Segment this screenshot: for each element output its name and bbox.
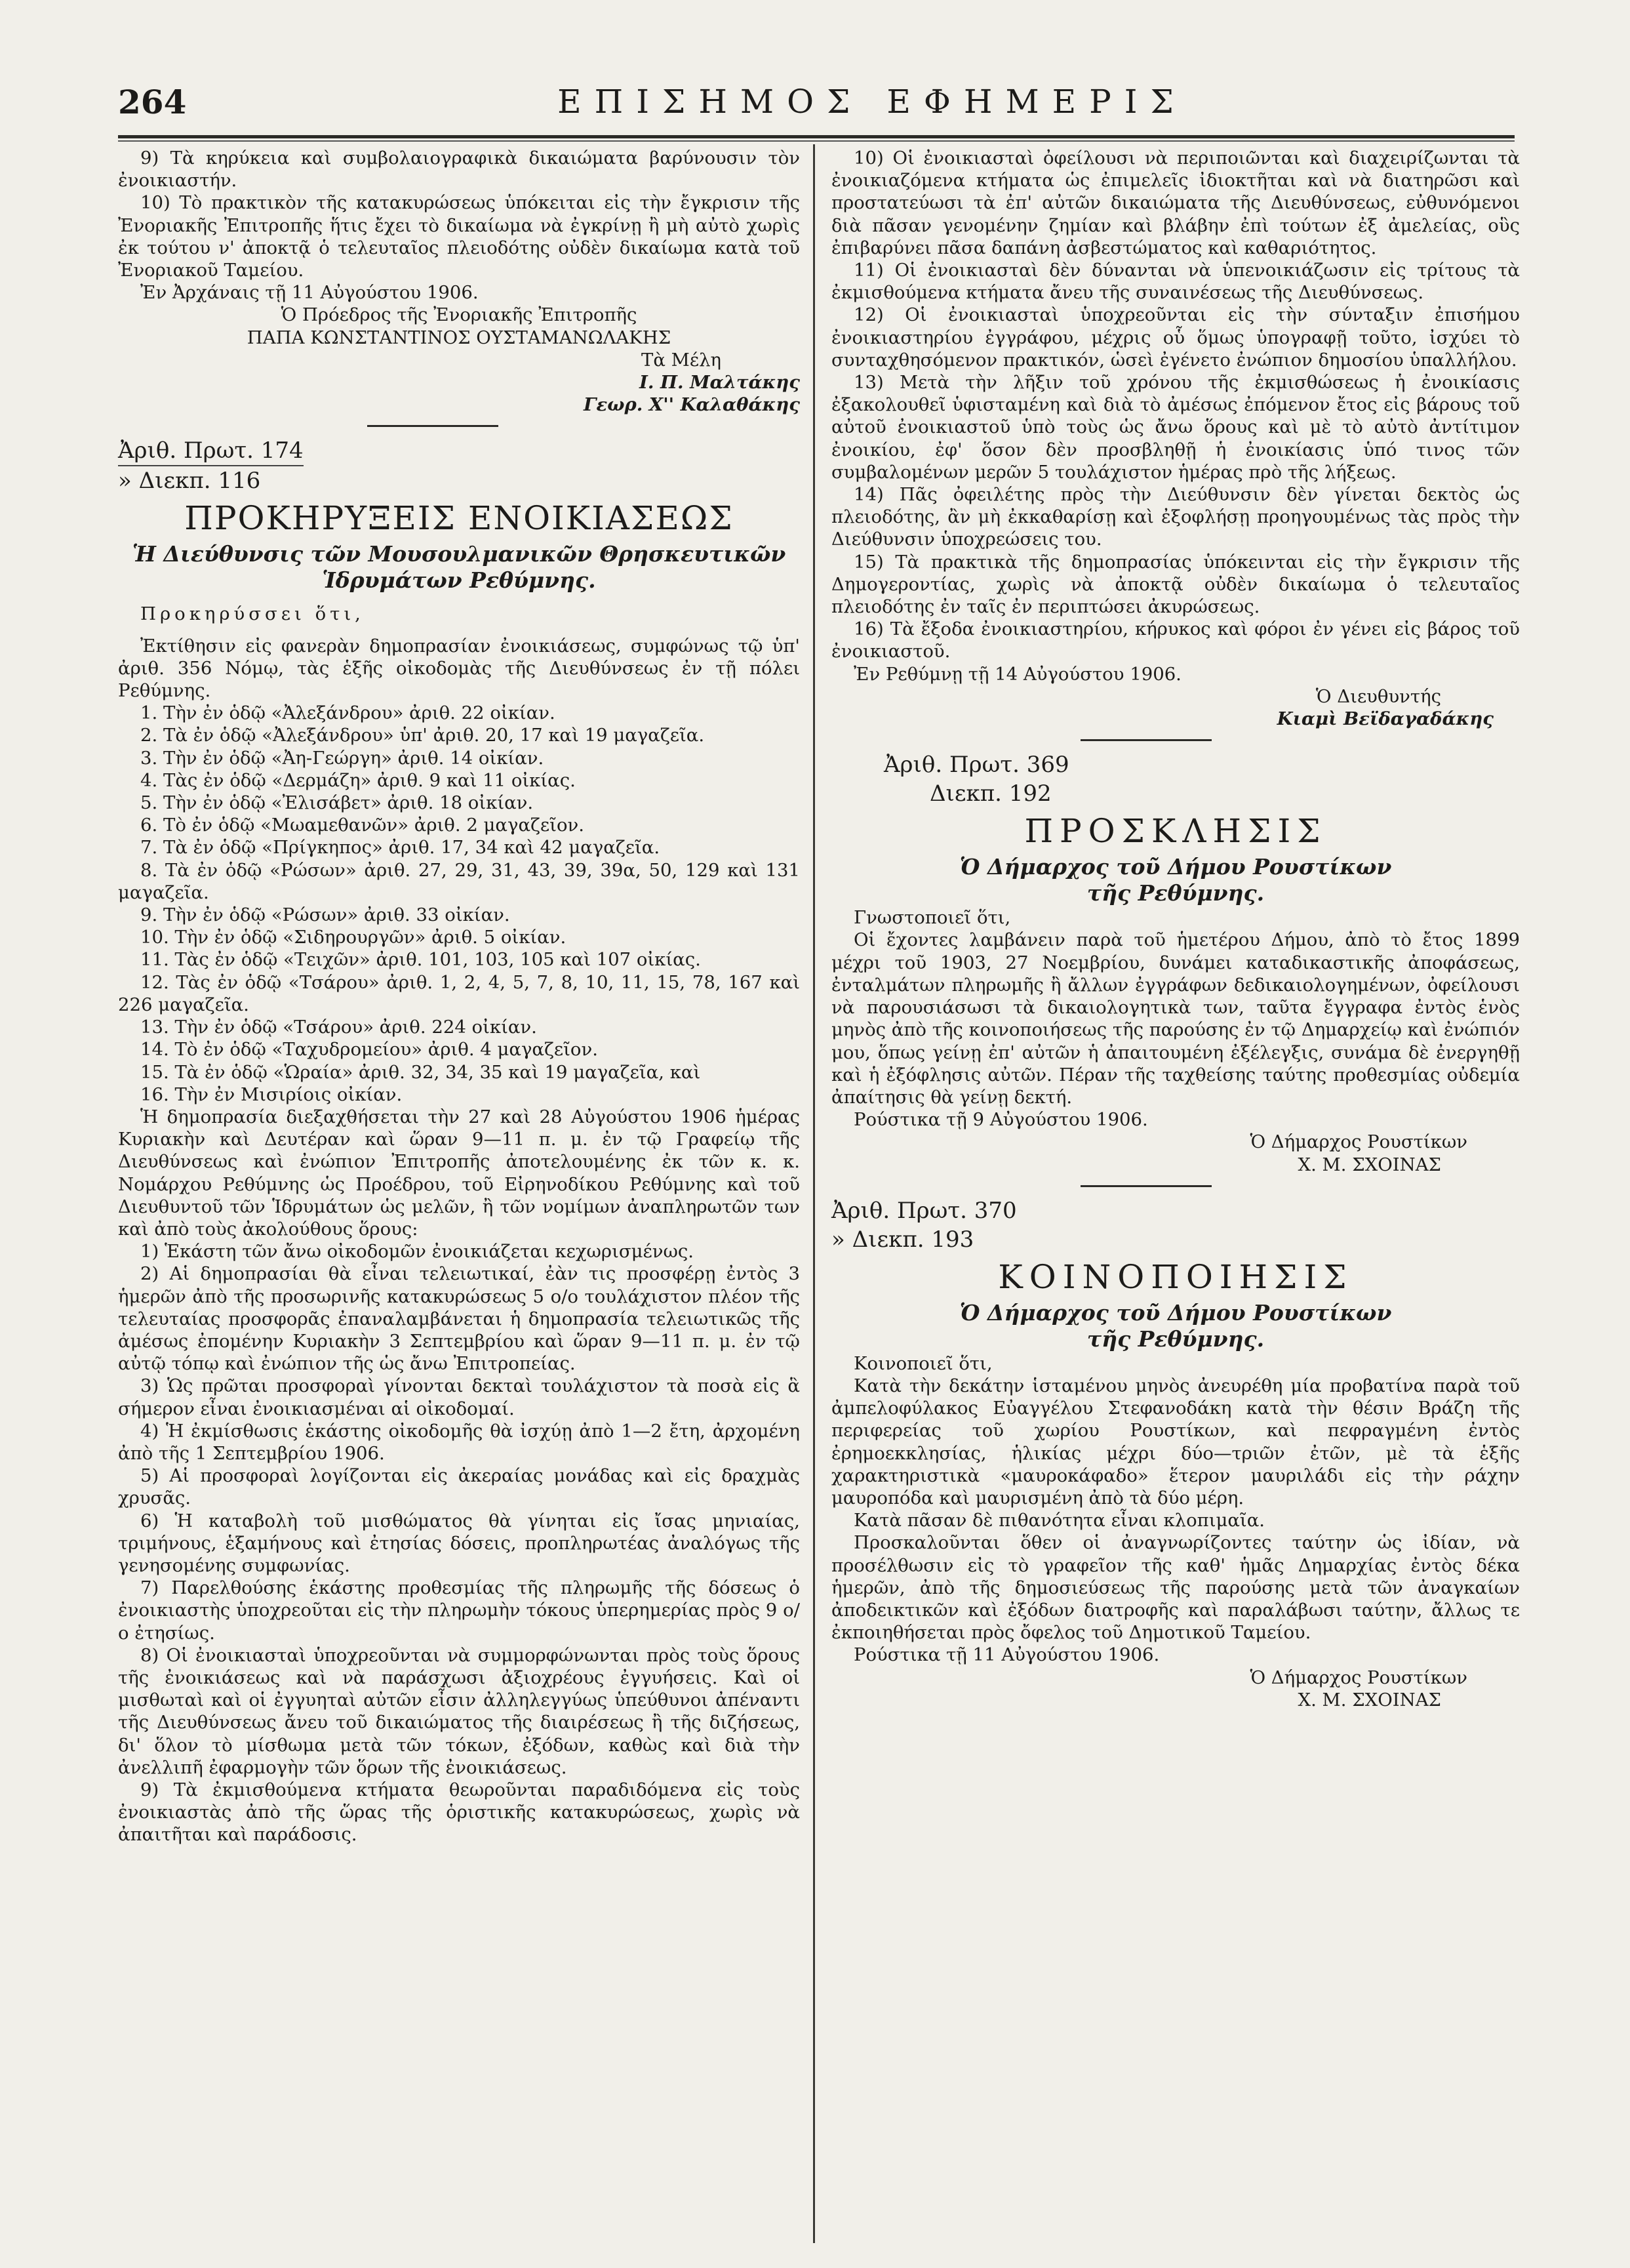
issuer-line-2: τῆς Ρεθύμνης. [1086, 1326, 1265, 1352]
list-item: 1. Τὴν ἐν ὁδῷ «Ἀλεξάνδρου» ἀριθ. 22 οἰκίαν. [140, 702, 555, 724]
term-10: 10) Οἱ ἐνοικιασταὶ ὀφείλουσι νὰ περιποιῶνται καὶ διαχειρίζωνται τὰ ἐνοικιαζόμενα κτήματα ὡς ἐπιμελεῖς ἰδιοκτῆται καὶ νὰ διατηρῶσι καὶ προστατεύωσι τὰ ἐπ' αὐτῶν δικαιώματα τῆς Διευθύνσεως, εὐθυνόμενοι διὰ πᾶσαν γενομένην ζημίαν καὶ βλάβην ἐπὶ τούτων ἐξ ἀμελείας, οὓς ἐπιβαρύνει πᾶσα δαπάνη ἀσβεστώματος καὶ καθαριότητος. [831, 148, 1520, 258]
section-heading: ΠΡΟΚΗΡΥΞΕΙΣ ΕΝΟΙΚΙΑΣΕΩΣ [184, 499, 734, 538]
section-rule [367, 425, 498, 427]
term-2: 2) Αἱ δημοπρασίαι θὰ εἶναι τελειωτικαί, ἐὰν τις προσφέρῃ ἐντὸς 3 ἡμερῶν ἀπὸ τῆς προσωρινῆς κατακυρώσεως 5 ο/ο τουλάχιστον πλέον τῆς τελευταίας προσφορᾶς ἐπαναλαμβάνεται ἡ δημοπρασία τελειωτικῶς τῆς ἀμέσως ἐπομένην Κυριακὴν 3 Σεπτεμβρίου καὶ ὥραν 9—11 π. μ. ἐν τῷ αὐτῷ τόπῳ καὶ ἐνώπιον τῆς ὡς ἄνω Ἐπιτροπείας. [118, 1263, 800, 1375]
director-title: Ὁ Διευθυντής [1315, 685, 1441, 707]
director-signature: Κιαμὶ Βεϊδαγαδάκης [1277, 708, 1494, 730]
list-item: 9. Τὴν ἐν ὁδῷ «Ρώσων» ἀριθ. 33 οἰκίαν. [140, 904, 510, 926]
announcement-lead: Προκηρύσσει ὅτι, [140, 603, 365, 625]
section-rule [1081, 739, 1212, 741]
auction-paragraph: Ἡ δημοπρασία διεξαχθήσεται τὴν 27 καὶ 28 Αὐγούστου 1906 ἡμέρας Κυριακὴν καὶ Δευτέραν καὶ ὥραν 9—11 π. μ. ἐν τῷ Γραφείῳ τῆς Διευθύνσεως καὶ ἐνώπιον Ἐπιτροπῆς ἀποτελουμένης ἐκ τῶν κ. κ. Νομάρχου Ρεθύμνης ὡς Προέδρου, τοῦ Εἰρηνοδίκου Ρεθύμνης καὶ τοῦ Διευθυντοῦ τῶν Ἱδρυμάτων ὡς μελῶν, ἢ τῶν νομίμων ἀναπληρωτῶν των καὶ ἀπὸ τοὺς ἀκολούθους ὅρους: [118, 1106, 800, 1240]
list-item: 14. Τὸ ἐν ὁδῷ «Ταχυδρομείου» ἀριθ. 4 μαγαζεῖον. [140, 1039, 598, 1061]
president-title: Ὁ Πρόεδρος τῆς Ἐνοριακῆς Ἐπιτροπῆς [281, 304, 637, 326]
list-item: 4. Τὰς ἐν ὁδῷ «Δερμάζη» ἀριθ. 9 καὶ 11 οἰκίας. [140, 769, 576, 791]
masthead-title: ΕΠΙΣΗΜΟΣ ΕΦΗΜΕΡΙΣ [557, 83, 1187, 121]
term-13: 13) Μετὰ τὴν λῆξιν τοῦ χρόνου τῆς ἐκμισθώσεως ἡ ἐνοικίασις ἐξακολουθεῖ ὑφισταμένη καὶ διὰ τὸ ἀμέσως ἐπόμενον ἔτος εἰς βάρους τοῦ αὐτοῦ ἐνοικιαστοῦ ὑπὸ τοὺς ὡς ἄνω ὅρους καὶ μὲ τὸ αὐτὸ ἀντίτιμον ἐνοικίου, ἐφ' ὅσον δὲν προσβληθῇ ἡ ἐνοικίασις ὑπό τινος τῶν συμβαλομένων μερῶν 5 τουλάχιστον ἡμέρας πρὸ τῆς λήξεως. [831, 372, 1520, 483]
notice-body: Προσκαλοῦνται ὅθεν οἱ ἀναγνωρίζοντες ταύτην ὡς ἰδίαν, νὰ προσέλθωσιν εἰς τὸ γραφεῖον τῆς καθ' ἡμᾶς Δημαρχίας ἐντὸς δέκα ἡμερῶν, ἀπὸ τῆς δημοσιεύσεως τῆς παρούσης μετὰ τῶν ἀναγκαίων ἀποδεικτικῶν καὶ ἐξόδων διατροφῆς καὶ παραλάβωσι ταύτην, ἄλλως τε ἐκποιηθήσεται πρὸς ὄφελος τοῦ Δημοτικοῦ Ταμείου. [831, 1532, 1520, 1644]
issuer-line-1: Ὁ Δήμαρχος τοῦ Δήμου Ρουστίκων [959, 854, 1392, 880]
left-column [118, 147, 800, 1846]
list-item: 6. Τὸ ἐν ὁδῷ «Μωαμεθανῶν» ἀριθ. 2 μαγαζεῖον. [140, 815, 584, 836]
notice-lead: Κοινοποιεῖ ὅτι, [854, 1352, 993, 1374]
protocol-number: Ἀριθ. Πρωτ. 174 [118, 436, 800, 466]
term-9: 9) Τὰ ἐκμισθούμενα κτήματα θεωροῦνται παραδιδόμενα εἰς τοὺς ἐνοικιαστὰς ἀπὸ τῆς ὥρας τῆς ὁριστικῆς κατακυρώσεως, χωρὶς νὰ ἀπαιτῆται καὶ παράδοσις. [118, 1779, 800, 1846]
term-15: 15) Τὰ πρακτικὰ τῆς δημοπρασίας ὑπόκεινται εἰς τὴν ἔγκρισιν τῆς Δημογεροντίας, χωρὶς νὰ ἀποκτᾷ οὐδὲν δικαίωμα ὁ τελευταῖος πλειοδότης ἐν ταῖς ἐν περιπτώσει ἀκυρώσεως. [831, 551, 1520, 618]
member-signature-2: Γεωρ. Χ'' Καλαθάκης [584, 394, 800, 416]
notice-body: Οἱ ἔχοντες λαμβάνειν παρὰ τοῦ ἡμετέρου Δήμου, ἀπὸ τὸ ἔτος 1899 μέχρι τοῦ 1903, 27 Νοεμβρίου, δυνάμει καταδικαστικῆς ἀποφάσεως, ἐνταλμάτων πληρωμῆς ἢ ἄλλων ἐγγράφων δεδικαιολογημένων, ὀφείλουσι νὰ παρουσιάσωσι τὰ δικαιολογητικὰ των, ταῦτα ἔγγραφα ἐντὸς ἑνὸς μηνὸς ἀπὸ τῆς κοινοποιήσεως τῆς παρούσης ἐν τῷ Δημαρχείῳ καὶ ἐνώπιόν μου, ὅπως γείνῃ ἐπ' αὐτῶν ἡ ἀπαιτουμένη ἐξέλεγξις, συνάμα δὲ ἐνεργηθῇ καὶ ἡ ἐξόφλησις αὐτῶν. Πέραν τῆς ταχθείσης ταύτης προθεσμίας οὐδεμία ἀπαίτησις θὰ γείνῃ δεκτή. [831, 929, 1520, 1108]
term-16: 16) Τὰ ἔξοδα ἐνοικιαστηρίου, κήρυκος καὶ φόροι ἐν γένει εἰς βάρος τοῦ ἐνοικιαστοῦ. [831, 618, 1520, 662]
section-heading: ΠΡΟΣΚΛΗΣΙΣ [1024, 812, 1327, 851]
place-date: Ἐν Ἀρχάναις τῇ 11 Αὐγούστου 1906. [140, 282, 479, 304]
list-item: 11. Τὰς ἐν ὁδῷ «Τειχῶν» ἀριθ. 101, 103, 105 καὶ 107 οἰκίας. [140, 949, 701, 971]
issuer-line-1: Ὁ Δήμαρχος τοῦ Δήμου Ρουστίκων [959, 1299, 1392, 1326]
list-item: 5. Τὴν ἐν ὁδῷ «Ἐλισάβετ» ἀριθ. 18 οἰκίαν. [140, 792, 534, 814]
mayor-title: Ὁ Δήμαρχος Ρουστίκων [1250, 1131, 1467, 1153]
right-column [831, 147, 1520, 1711]
mayor-signature: Χ. Μ. ΣΧΟΙΝΑΣ [1298, 1154, 1441, 1175]
term-8: 8) Οἱ ἐνοικιασταὶ ὑποχρεοῦνται νὰ συμμορφώνωνται πρὸς τοὺς ὅρους τῆς ἐνοικιάσεως καὶ νὰ παράσχωσι ἀξιοχρέους ἐγγυήσεις. Καὶ οἱ μισθωταὶ καὶ οἱ ἐγγυηταὶ αὐτῶν εἶσιν ἀλληλεγγύως ὑπεύθυνοι ἀπέναντι τῆς Διευθύνσεως ἄνευ τοῦ δικαιώματος τῆς διαιρέσεως ἢ τῆς διζήσεως, δι' ὅλον τὸ μίσθωμα μετὰ τῶν τόκων, ἐξόδων, καθὼς καὶ διὰ τὴν ἀνελλιπῆ ἐφαρμογὴν τῶν ὅρων τῆς ἐνοικιάσεως. [118, 1644, 800, 1778]
issuer-line-2: τῆς Ρεθύμνης. [1086, 880, 1265, 906]
term-9-prev: 9) Τὰ κηρύκεια καὶ συμβολαιογραφικὰ δικαιώματα βαρύνουσιν τὸν ἐνοικιαστήν. [118, 148, 800, 192]
term-6: 6) Ἡ καταβολὴ τοῦ μισθώματος θὰ γίνηται εἰς ἴσας μηνιαίας, τριμήνους, ἑξαμήνους καὶ ἐτησίας δόσεις, προπληρωτέας ἀναλόγως τῆς γενησομένης συμφωνίας. [118, 1510, 800, 1576]
term-1: 1) Ἑκάστη τῶν ἄνω οἰκοδομῶν ἐνοικιάζεται κεχωρισμένως. [140, 1241, 694, 1263]
list-item: 7. Τὰ ἐν ὁδῷ «Πρίγκηπος» ἀριθ. 17, 34 καὶ 42 μαγαζεῖα. [140, 837, 660, 859]
place-date: Ρούστικα τῇ 11 Αὐγούστου 1906. [854, 1644, 1160, 1666]
term-7: 7) Παρελθούσης ἑκάστης προθεσμίας τῆς πληρωμῆς τῆς δόσεως ὁ ἐνοικιαστὴς ὑποχρεοῦται εἰς τὴν πληρωμὴν τόκους ὑπερημερίας πρὸς 9 ο/ο ἐτησίως. [118, 1577, 800, 1644]
member-signature-1: Ι. Π. Μαλτάκης [639, 372, 800, 394]
term-3: 3) Ὡς πρῶται προσφοραὶ γίνονται δεκταὶ τουλάχιστον τὰ ποσὰ εἰς ἃ σήμερον εἶναι ἐνοικιασμέναι αἱ οἰκοδομαί. [118, 1375, 800, 1419]
members-label: Τὰ Μέλη [641, 349, 721, 371]
notice-body: Κατὰ τὴν δεκάτην ἱσταμένου μηνὸς ἀνευρέθη μία προβατίνα παρὰ τοῦ ἀμπελοφύλακος Εὐαγγέλου Στεφανοδάκη κατὰ τὴν θέσιν Βράζη τῆς περιφερείας τοῦ χωρίου Ρουστίκων, καὶ πεφραγμένη ἐντὸς ἐρημοεκκλησίας, ἡλικίας μέχρι δύο—τριῶν ἐτῶν, μὲ τὰ ἑξῆς χαρακτηριστικὰ «μαυροκάφαδο» ἕτερον μαυριλάδι εἰς τὴν ράχην μαυροπόδα καὶ μαυρισμένη ἀπὸ τὰ δύο μέρη. [831, 1375, 1520, 1509]
dispatch-number: » Διεκπ. 116 [118, 468, 261, 495]
dispatch-number: » Διεκπ. 193 [831, 1226, 974, 1253]
list-item: 10. Τὴν ἐν ὁδῷ «Σιδηρουργῶν» ἀριθ. 5 οἰκίαν. [140, 927, 567, 948]
intro-paragraph: Ἐκτίθησιν εἰς φανερὰν δημοπρασίαν ἐνοικιάσεως, συμφώνως τῷ ὑπ' ἀριθ. 356 Νόμῳ, τὰς ἑξῆς οἰκοδομὰς τῆς Διευθύνσεως ἐν τῇ πόλει Ρεθύμνης. [118, 635, 800, 702]
notice-lead: Γνωστοποιεῖ ὅτι, [854, 907, 1011, 929]
issuer-line-1: Ἡ Διεύθυνσις τῶν Μουσουλμανικῶν Θρησκευτικῶν [132, 541, 786, 567]
term-14: 14) Πᾶς ὀφειλέτης πρὸς τὴν Διεύθυνσιν δὲν γίνεται δεκτὸς ὡς πλειοδότης, ἂν μὴ ἐκκαθαρίσῃ καὶ ἐξοφλήσῃ προηγουμένως τὰς πρὸς τὴν Διεύθυνσιν ὑποχρεώσεις του. [831, 484, 1520, 550]
place-date: Ρούστικα τῇ 9 Αὐγούστου 1906. [854, 1109, 1148, 1131]
issuer-line-2: Ἱδρυμάτων Ρεθύμνης. [322, 567, 596, 594]
page-header [118, 77, 1515, 143]
list-item: 2. Τὰ ἐν ὁδῷ «Ἀλεξάνδρου» ὑπ' ἀριθ. 20, 17 καὶ 19 μαγαζεῖα. [140, 725, 705, 746]
list-item: 12. Τὰς ἐν ὁδῷ «Τσάρου» ἀριθ. 1, 2, 4, 5, 7, 8, 10, 11, 15, 78, 167 καὶ 226 μαγαζεῖα. [118, 971, 800, 1015]
notice-body: Κατὰ πᾶσαν δὲ πιθανότητα εἶναι κλοπιμαῖα. [854, 1510, 1265, 1531]
column-divider [813, 144, 815, 2243]
term-11: 11) Οἱ ἐνοικιασταὶ δὲν δύνανται νὰ ὑπενοικιάζωσιν εἰς τρίτους τὰ ἐκμισθούμενα κτήματα ἄνευ τῆς συναινέσεως τῆς Διευθύνσεως. [831, 260, 1520, 304]
list-item: 13. Τὴν ἐν ὁδῷ «Τσάρου» ἀριθ. 224 οἰκίαν. [140, 1017, 537, 1038]
term-4: 4) Ἡ ἐκμίσθωσις ἑκάστης οἰκοδομῆς θὰ ἰσχύῃ ἀπὸ 1—2 ἔτη, ἀρχομένη ἀπὸ τῆς 1 Σεπτεμβρίου 1906. [118, 1420, 800, 1464]
mayor-title: Ὁ Δήμαρχος Ρουστίκων [1250, 1667, 1467, 1688]
protocol-number: Ἀριθ. Πρωτ. 369 [884, 752, 1069, 779]
header-rule-thin [118, 140, 1515, 142]
list-item: 8. Τὰ ἐν ὁδῷ «Ρώσων» ἀριθ. 27, 29, 31, 43, 39, 39α, 50, 129 καὶ 131 μαγαζεῖα. [118, 859, 800, 903]
dispatch-number: Διεκπ. 192 [930, 780, 1052, 807]
term-12: 12) Οἱ ἐνοικιασταὶ ὑποχρεοῦνται εἰς τὴν σύνταξιν ἐπισήμου ἐνοικιαστηρίου ἐγγράφου, μέχρις οὗ ὅμως ὑπογραφῇ τοῦτο, ἰσχύει τὸ συνταχθησόμενον πρακτικόν, ὡσεὶ ἐγένετο ἐνώπιον δημοσίου ὑπαλλήλου. [831, 304, 1520, 371]
protocol-number: Ἀριθ. Πρωτ. 370 [831, 1197, 1017, 1224]
page-number: 264 [118, 83, 187, 121]
section-heading: ΚΟΙΝΟΠΟΙΗΣΙΣ [998, 1257, 1353, 1296]
president-name: ΠΑΠΑ ΚΩΝΣΤΑΝΤΙΝΟΣ ΟΥΣΤΑΜΑΝΩΛΑΚΗΣ [247, 327, 671, 348]
place-date: Ἐν Ρεθύμνῃ τῇ 14 Αὐγούστου 1906. [854, 663, 1182, 685]
term-10-prev: 10) Τὸ πρακτικὸν τῆς κατακυρώσεως ὑπόκειται εἰς τὴν ἔγκρισιν τῆς Ἐνοριακῆς Ἐπιτροπῆς ἥτις ἔχει τὸ δικαίωμα νὰ ἐγκρίνῃ ἢ μὴ αὐτὸ χωρὶς ἐκ τούτου ν' ἀποκτᾷ ὁ τελευταῖος πλειοδότης οὐδὲν δικαίωμα κατὰ τοῦ Ἐνοριακοῦ Ταμείου. [118, 192, 800, 281]
header-rule [118, 135, 1515, 138]
list-item: 3. Τὴν ἐν ὁδῷ «Ἀη-Γεώργη» ἀριθ. 14 οἰκίαν. [140, 747, 544, 769]
list-item: 15. Τὰ ἐν ὁδῷ «Ὡραία» ἀριθ. 32, 34, 35 καὶ 19 μαγαζεῖα, καὶ [140, 1061, 701, 1083]
mayor-signature: Χ. Μ. ΣΧΟΙΝΑΣ [1298, 1689, 1441, 1711]
section-rule [1081, 1185, 1212, 1187]
term-5: 5) Αἱ προσφοραὶ λογίζονται εἰς ἀκεραίας μονάδας καὶ εἰς δραχμὰς χρυσᾶς. [118, 1465, 800, 1509]
list-item: 16. Τὴν ἐν Μισιρίοις οἰκίαν. [140, 1083, 403, 1105]
